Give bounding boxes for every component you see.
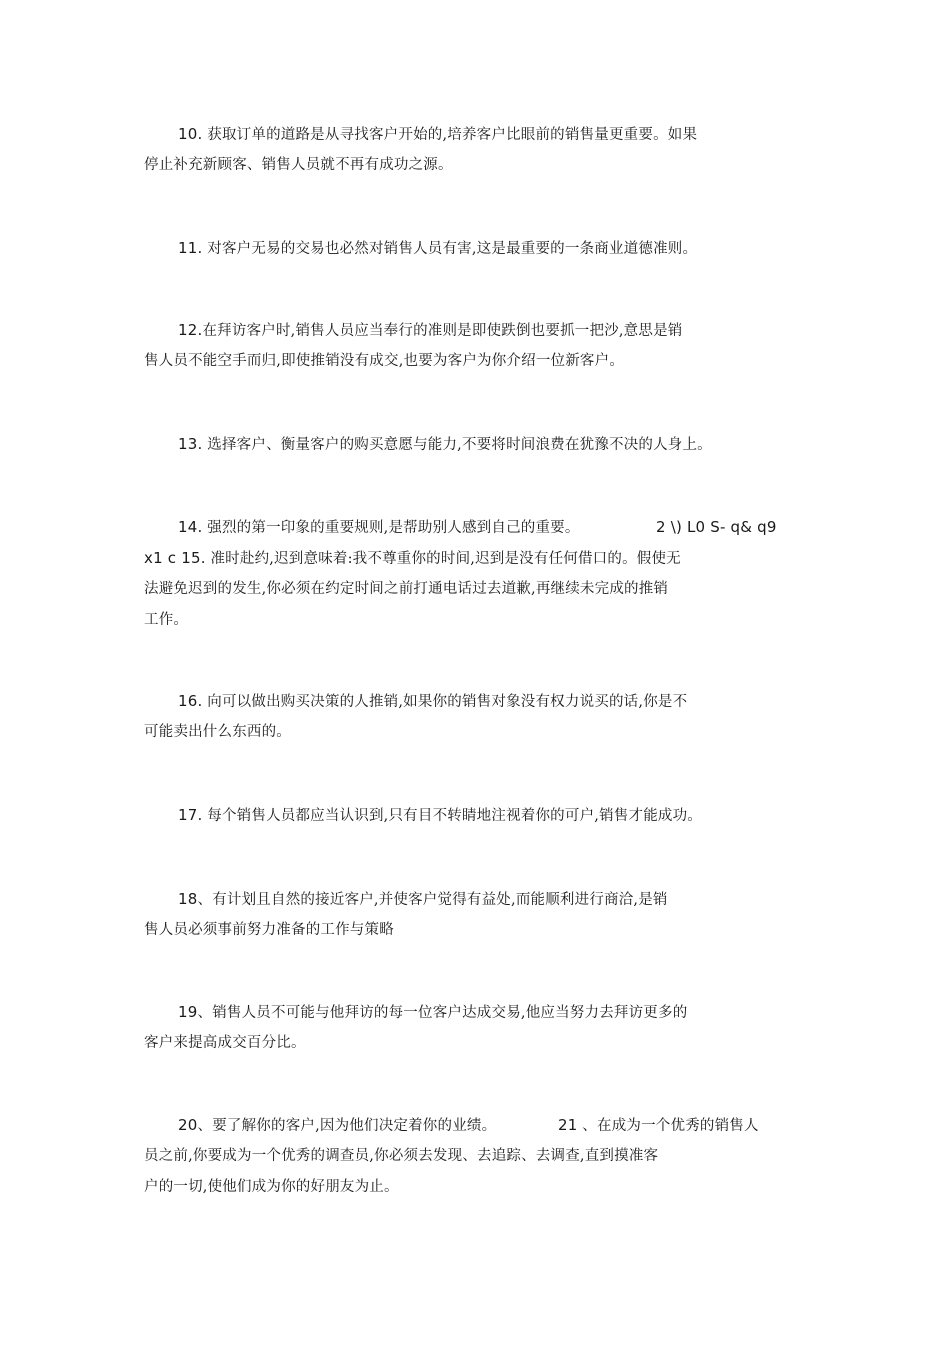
paragraph-text: 客户来提高成交百分比。	[144, 1035, 306, 1051]
paragraph-text: 工作。	[144, 612, 189, 628]
paragraph-text: 获取订单的道路是从寻找客户开始的,培养客户比眼前的销售量更重要。如果	[202, 127, 698, 143]
paragraph-text: 、要了解你的客户,因为他们决定着你的业绩。	[197, 1118, 497, 1134]
paragraph-14-line-1	[178, 516, 580, 539]
paragraph-17-line-1	[178, 804, 702, 827]
item-number: 17.	[178, 806, 203, 824]
paragraph-text: 法避免迟到的发生,你必须在约定时间之前打通电话过去道歉,再继续未完成的推销	[144, 581, 669, 597]
paragraph-text: 每个销售人员都应当认识到,只有目不转睛地注视着你的可户,销售才能成功。	[202, 808, 702, 824]
item-number: 10.	[178, 125, 203, 143]
item-number: 20	[178, 1116, 198, 1134]
paragraph-text: 准时赴约,迟到意味着:我不尊重你的时间,迟到是没有任何借口的。假使无	[205, 551, 681, 567]
paragraph-12-line-2	[144, 350, 624, 372]
paragraph-text: 、在成为一个优秀的销售人	[577, 1118, 759, 1134]
paragraph-20-line-1	[178, 1114, 496, 1137]
paragraph-11-line-1	[178, 237, 697, 260]
stray-text-fragment: 2 \) L0 S- q& q9	[656, 518, 777, 536]
item-number: 11.	[178, 239, 203, 257]
paragraph-text: 售人员不能空手而归,即使推销没有成交,也要为客户为你介绍一位新客户。	[144, 353, 625, 369]
paragraph-19-line-1	[178, 1001, 687, 1024]
paragraph-21-line-1	[558, 1114, 759, 1137]
paragraph-15-line-1	[144, 547, 681, 570]
paragraph-16-line-1	[178, 690, 687, 713]
paragraph-13-line-1	[178, 433, 712, 456]
paragraph-18-line-2	[144, 919, 394, 941]
paragraph-21-line-2	[144, 1145, 658, 1167]
paragraph-10-line-1	[178, 123, 697, 146]
paragraph-text: 选择客户、衡量客户的购买意愿与能力,不要将时间浪费在犹豫不决的人身上。	[202, 437, 712, 453]
paragraph-text: 可能卖出什么东西的。	[144, 724, 291, 740]
paragraph-text: 停止补充新顾客、销售人员就不再有成功之源。	[144, 157, 453, 173]
item-number: 19	[178, 1003, 198, 1021]
paragraph-text: 户的一切,使他们成为你的好朋友为止。	[144, 1179, 399, 1195]
paragraph-text: 、销售人员不可能与他拜访的每一位客户达成交易,他应当努力去拜访更多的	[197, 1005, 688, 1021]
paragraph-15-line-3	[144, 609, 188, 631]
paragraph-text: 、有计划且自然的接近客户,并使客户觉得有益处,而能顺利进行商洽,是销	[197, 892, 668, 908]
item-number: 18	[178, 890, 198, 908]
paragraph-text: 员之前,你要成为一个优秀的调查员,你必须去发现、去追踪、去调查,直到摸准客	[144, 1148, 659, 1164]
item-number: 13.	[178, 435, 203, 453]
paragraph-10-line-2	[144, 154, 453, 176]
paragraph-text: 对客户无易的交易也必然对销售人员有害,这是最重要的一条商业道德准则。	[202, 241, 698, 257]
paragraph-text: 强烈的第一印象的重要规则,是帮助别人感到自己的重要。	[202, 520, 580, 536]
paragraph-16-line-2	[144, 721, 291, 743]
item-number: x1 c 15.	[144, 549, 206, 567]
item-number: 21	[558, 1116, 578, 1134]
paragraph-12-line-1	[178, 319, 682, 342]
paragraph-21-line-3	[144, 1176, 399, 1198]
paragraph-text: 售人员必须事前努力准备的工作与策略	[144, 922, 394, 938]
paragraph-18-line-1	[178, 888, 668, 911]
item-number: 16.	[178, 692, 203, 710]
item-number: 14.	[178, 518, 203, 536]
paragraph-text: 向可以做出购买决策的人推销,如果你的销售对象没有权力说买的话,你是不	[202, 694, 688, 710]
item-number: 12.	[178, 321, 203, 339]
paragraph-19-line-2	[144, 1032, 306, 1054]
paragraph-text: 在拜访客户时,销售人员应当奉行的准则是即使跌倒也要抓一把沙,意思是销	[202, 323, 683, 339]
paragraph-15-line-2	[144, 578, 668, 600]
